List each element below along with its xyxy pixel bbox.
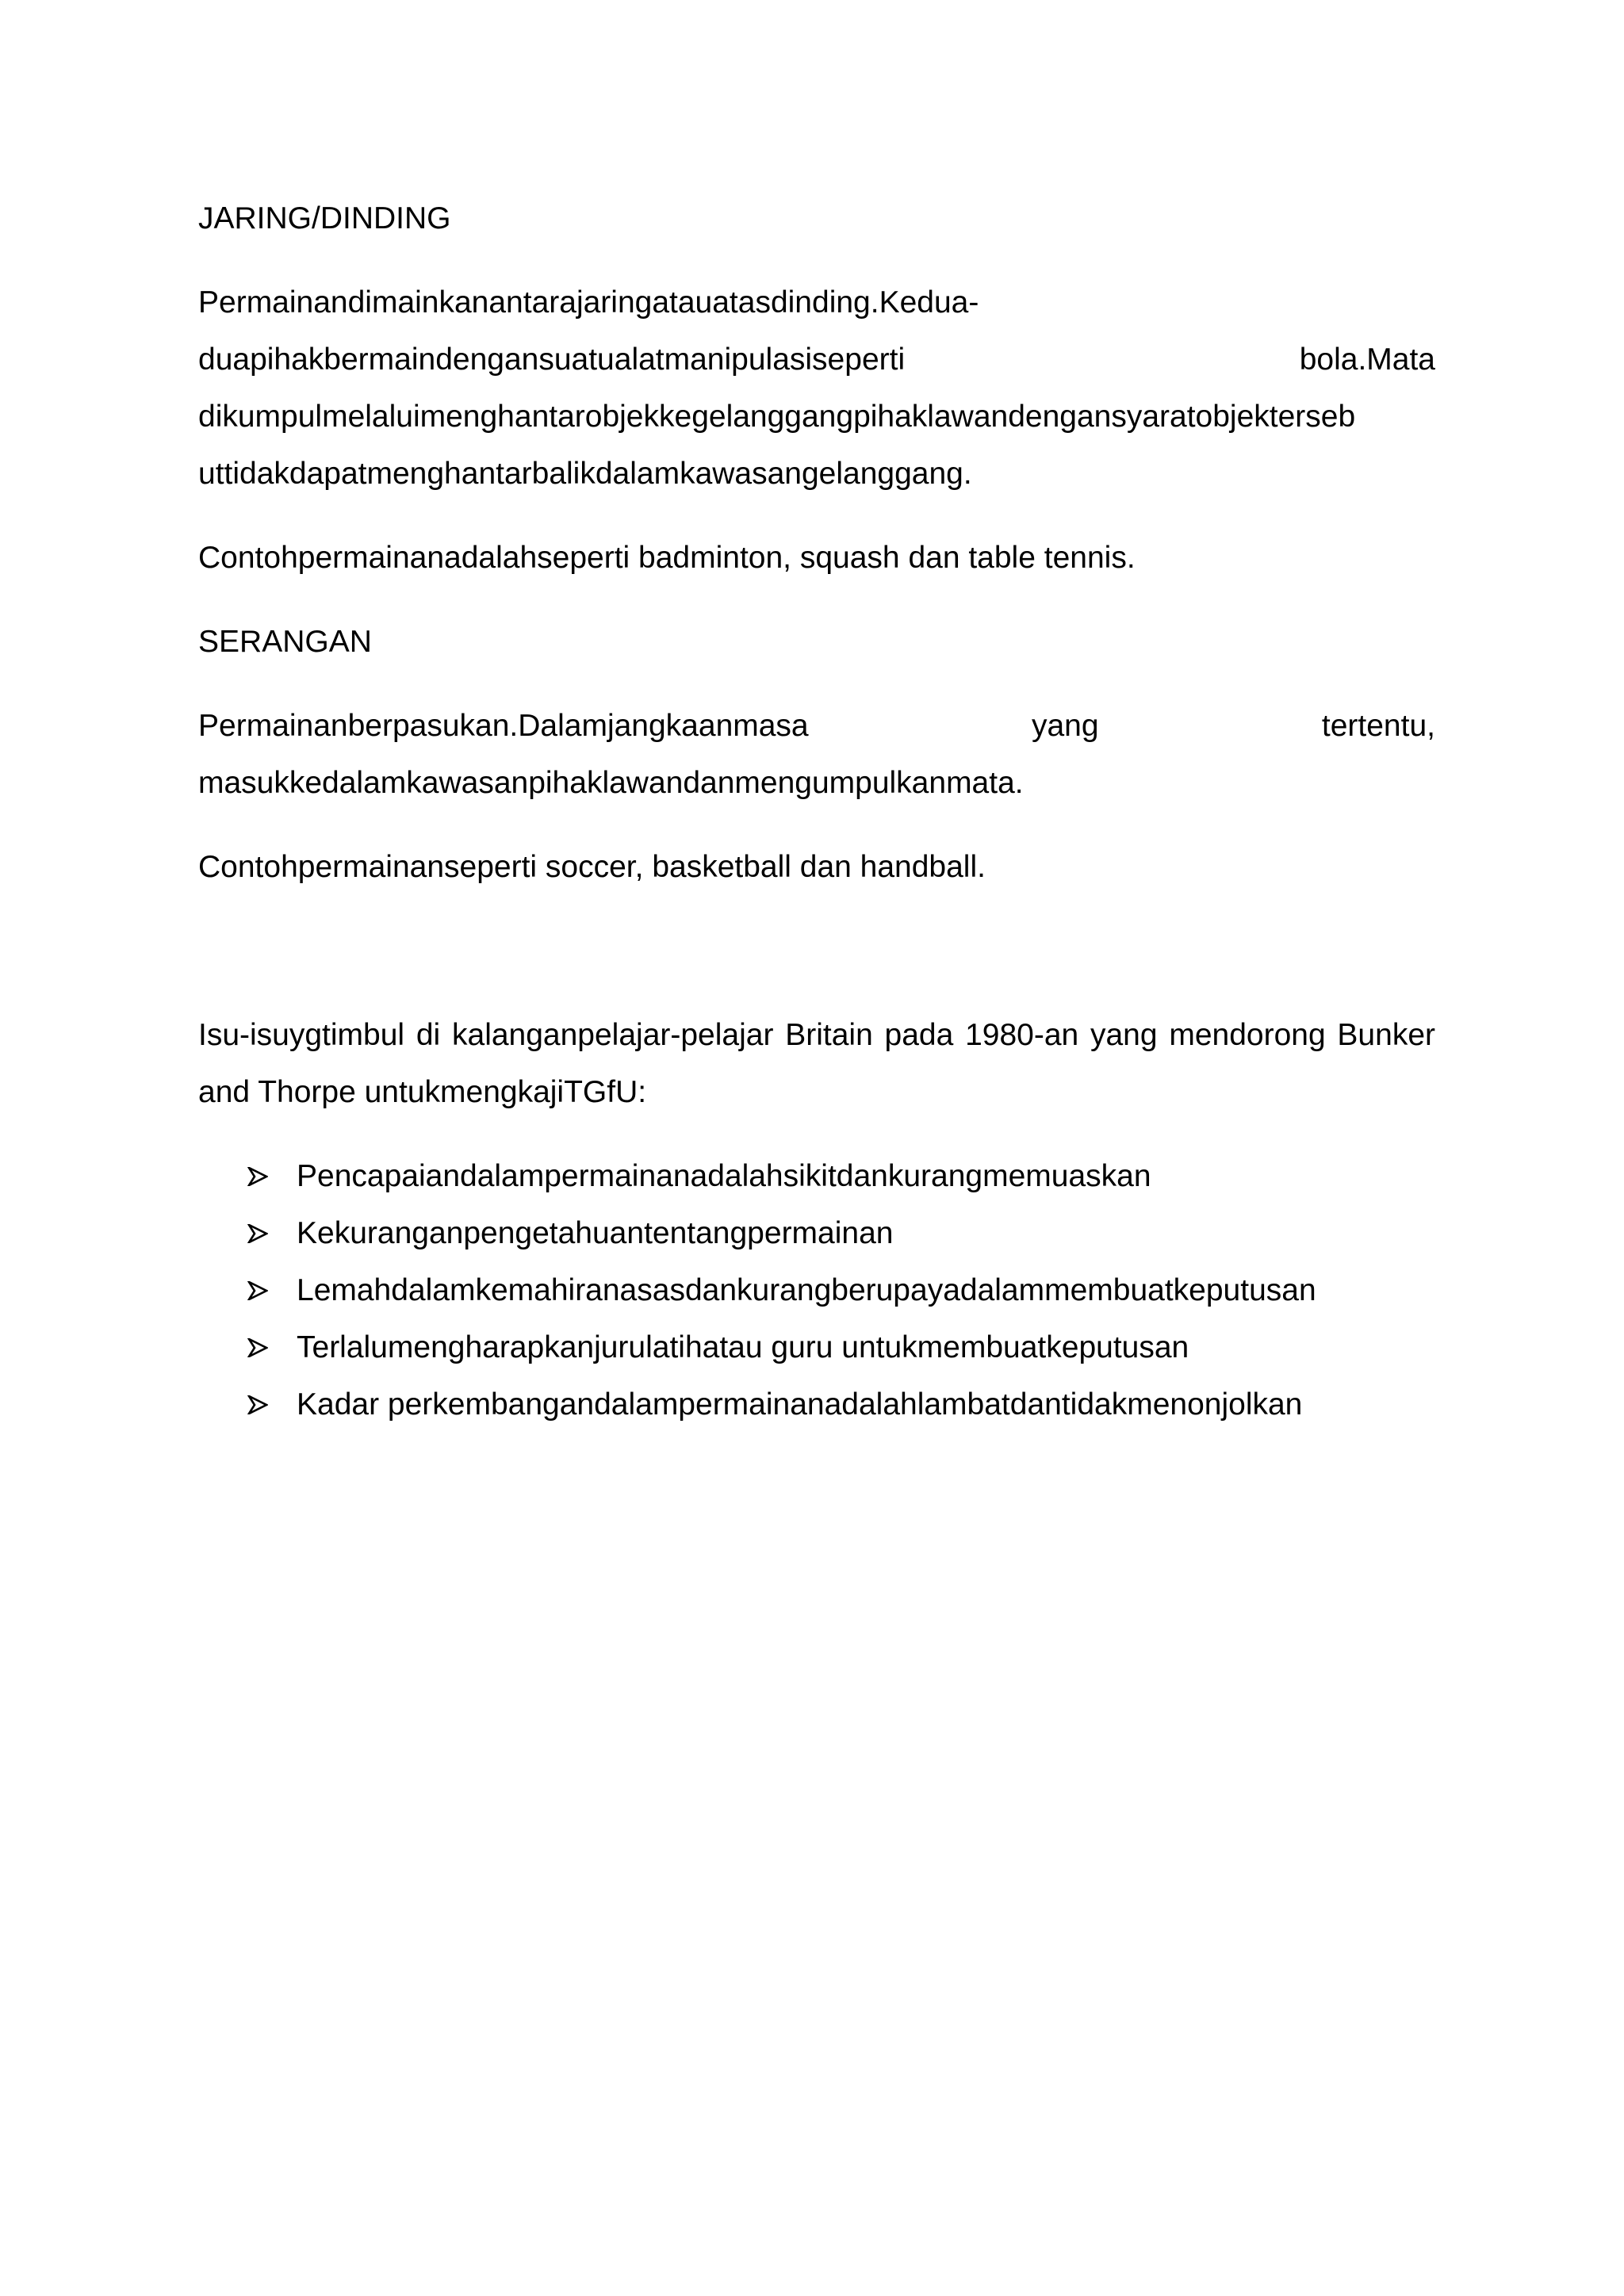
- list-item: [247, 1205, 1435, 1262]
- paragraph-line: Permainandimainkanantarajaringatauatasdinding.Kedua-: [198, 285, 979, 320]
- section-spacer: [198, 923, 1435, 1007]
- arrowhead-bullet-icon: [247, 1281, 268, 1300]
- list-item-text: Kekuranganpengetahuantentangpermainan: [297, 1216, 894, 1250]
- line-segment: yang: [1031, 709, 1099, 743]
- line-segment: duapihakbermaindengansuatualatmanipulasiseperti: [198, 342, 906, 377]
- line-segment: tertentu,: [1321, 709, 1435, 743]
- section-heading-jaring-dinding: JARING/DINDING: [198, 201, 451, 235]
- list-item: [247, 1319, 1435, 1376]
- list-item: [247, 1262, 1435, 1319]
- paragraph-line: [198, 331, 1435, 388]
- paragraph-serangan: [198, 698, 1435, 812]
- document-content: [198, 190, 1435, 1433]
- list-item: [247, 1148, 1435, 1205]
- list-item-text: Lemahdalamkemahiranasasdankurangberupayadalammembuatkeputusan: [297, 1273, 1316, 1307]
- arrowhead-bullet-icon: [247, 1395, 268, 1414]
- list-item: [247, 1376, 1435, 1433]
- issues-bullet-list: [198, 1148, 1435, 1433]
- paragraph-issues-intro: Isu-isuygtimbul di kalanganpelajar-pelajar Britain pada 1980-an yang mendorong Bunker and Thorpe untukmengkajiTGfU:: [198, 1018, 1435, 1109]
- paragraph-jaring-dinding: [198, 274, 1435, 503]
- paragraph-line: uttidakdapatmenghantarbalikdalamkawasangelanggang.: [198, 457, 972, 491]
- list-item-text: Terlalumengharapkanjurulatihatau guru untukmembuatkeputusan: [297, 1330, 1189, 1364]
- line-segment: Permainanberpasukan.Dalamjangkaanmasa: [198, 709, 809, 743]
- list-item-text: Pencapaiandalampermainanadalahsikitdankurangmemuaskan: [297, 1159, 1151, 1193]
- section-heading-serangan: SERANGAN: [198, 625, 372, 659]
- paragraph-line: [198, 698, 1435, 755]
- arrowhead-bullet-icon: [247, 1167, 268, 1186]
- paragraph-line: masukkedalamkawasanpihaklawandanmengumpulkanmata.: [198, 766, 1024, 800]
- example-serangan: Contohpermainanseperti soccer, basketball dan handball.: [198, 850, 986, 884]
- example-jaring-dinding: Contohpermainanadalahseperti badminton, squash dan table tennis.: [198, 541, 1136, 575]
- line-segment: bola.Mata: [1299, 342, 1435, 377]
- list-item-text: Kadar perkembangandalampermainanadalahlambatdantidakmenonjolkan: [297, 1387, 1303, 1422]
- arrowhead-bullet-icon: [247, 1338, 268, 1357]
- arrowhead-bullet-icon: [247, 1224, 268, 1243]
- paragraph-line: dikumpulmelaluimenghantarobjekkegelanggangpihaklawandengansyaratobjekterseb: [198, 400, 1356, 434]
